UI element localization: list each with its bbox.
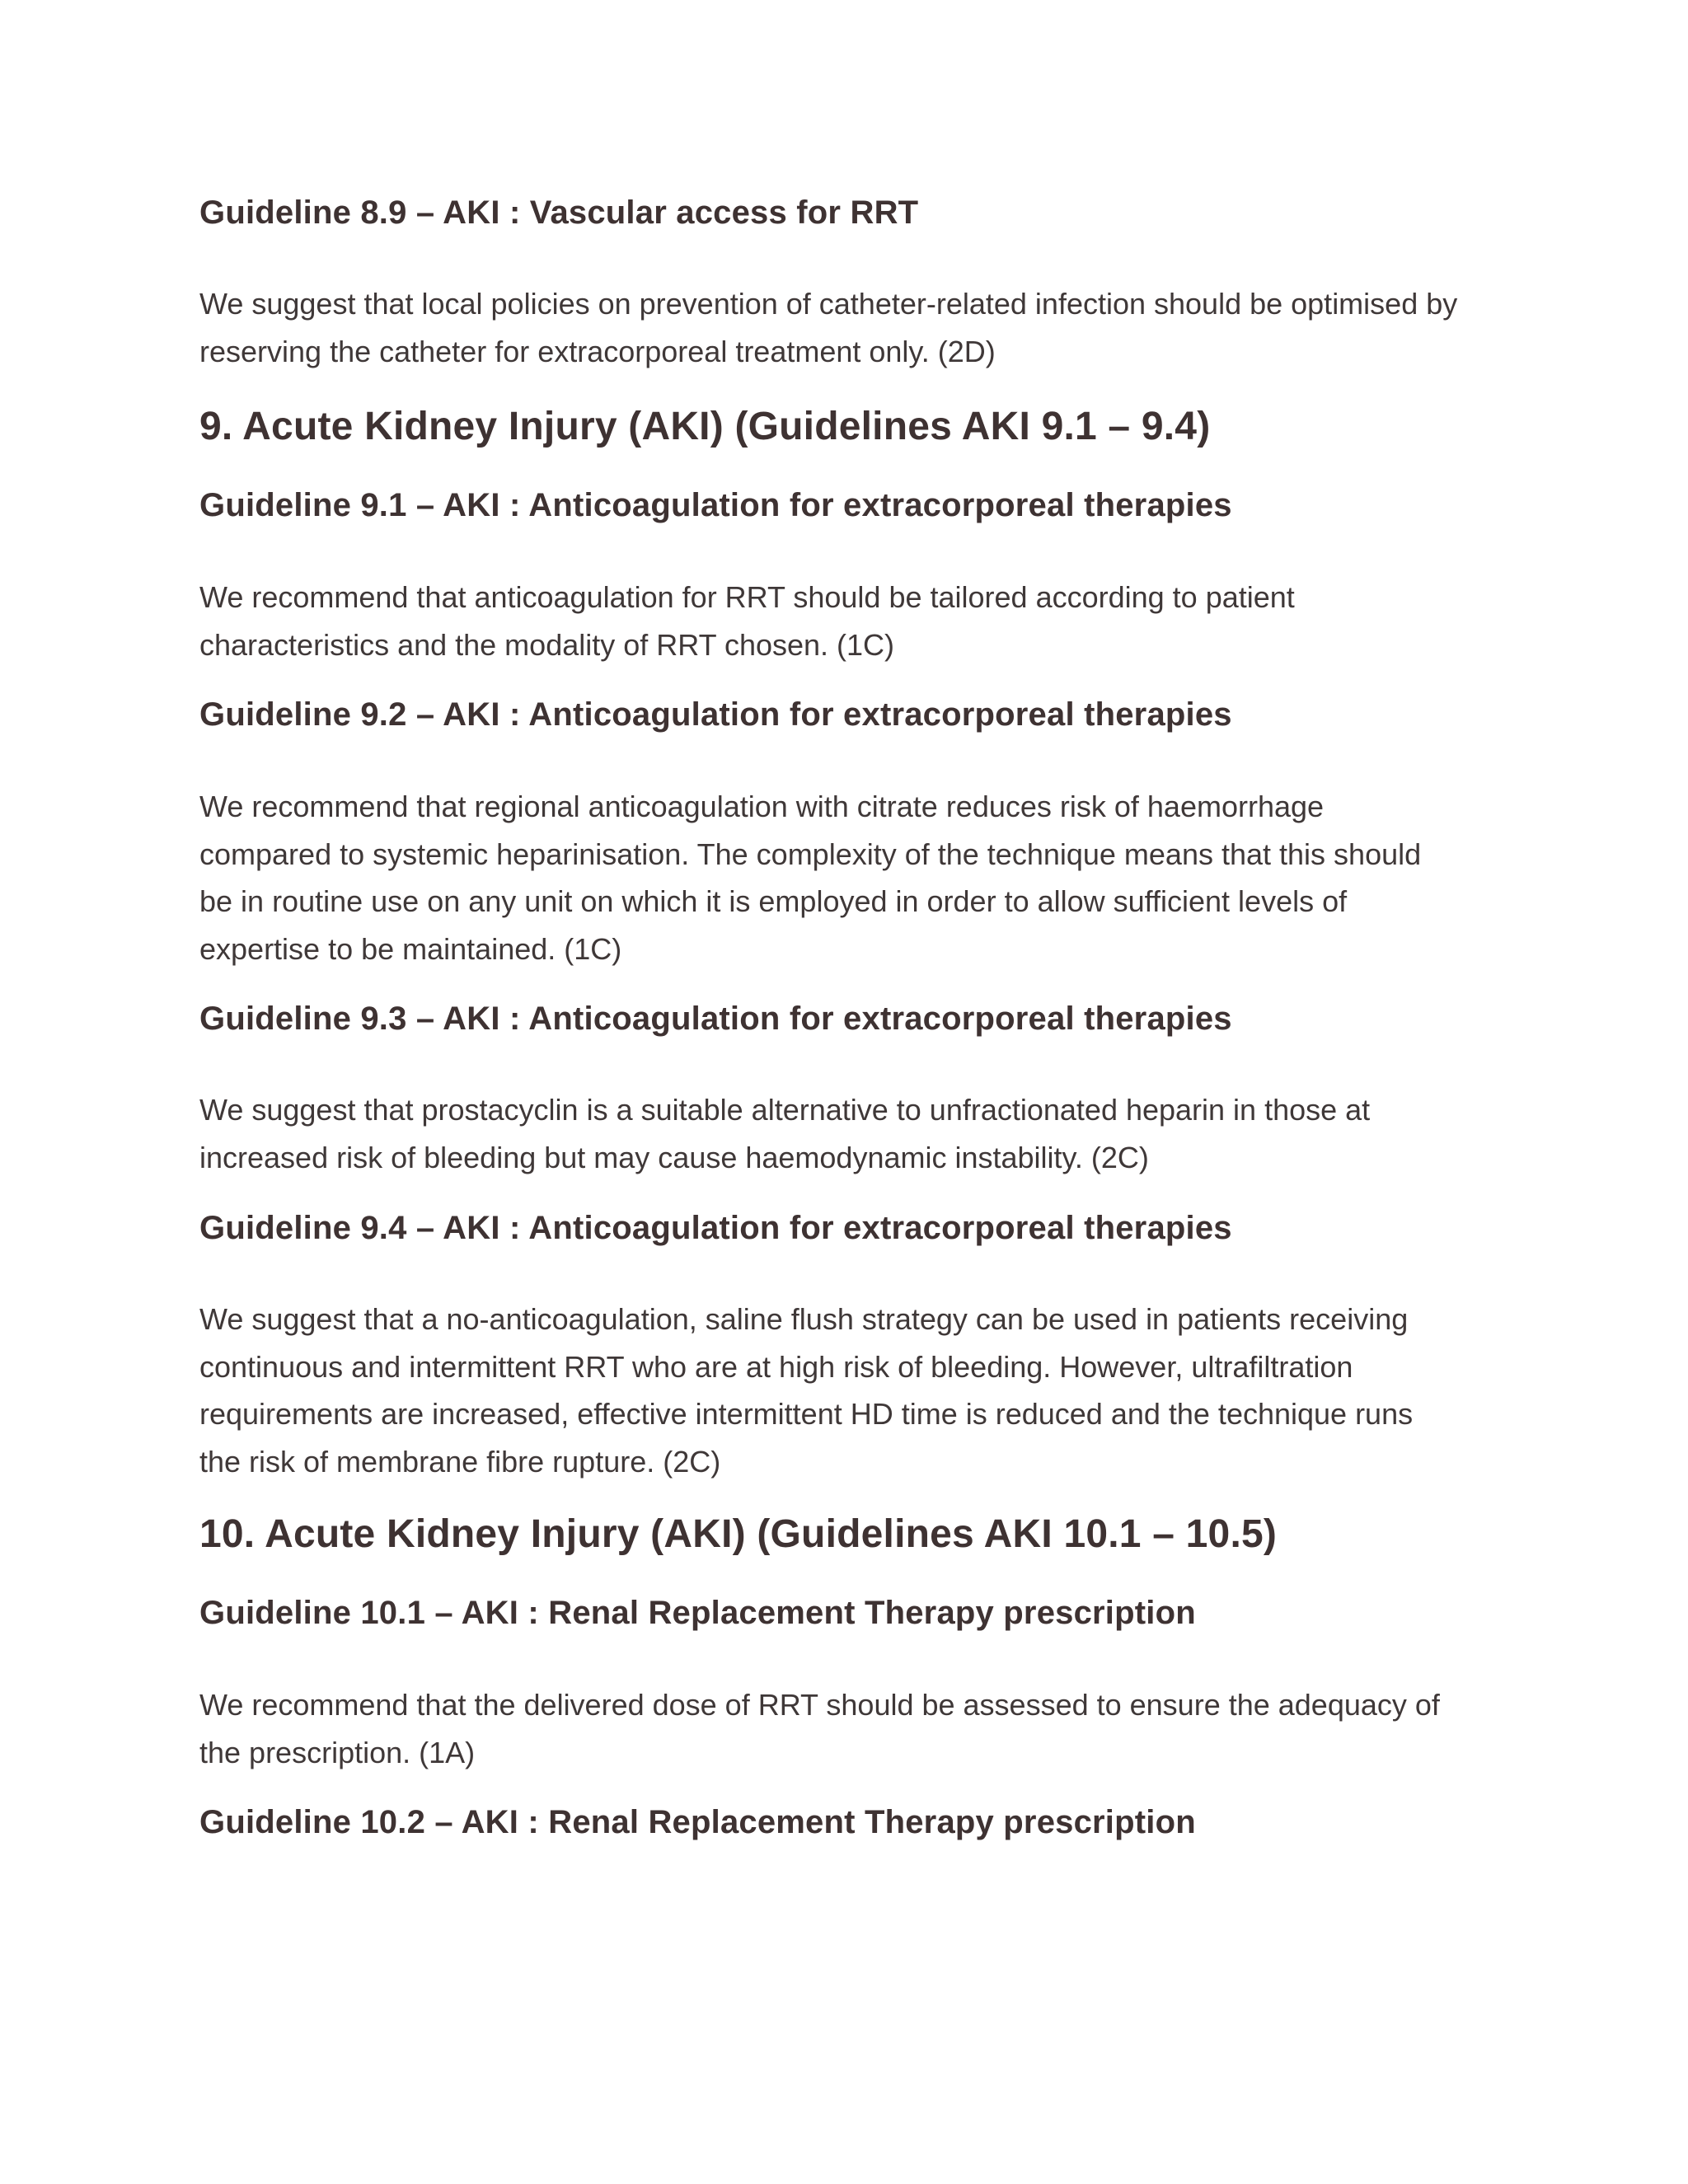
guideline-9-4-heading: Guideline 9.4 – AKI : Anticoagulation for extracorporeal therapies (199, 1210, 1232, 1246)
text-line: compared to systemic heparinisation. The complexity of the technique means that this should (199, 837, 1422, 871)
text-line: increased risk of bleeding but may cause haemodynamic instability. (2C) (199, 1140, 1149, 1174)
section-9-heading: 9. Acute Kidney Injury (AKI) (Guidelines AKI 9.1 – 9.4) (199, 405, 1211, 448)
guideline-9-4-text (199, 1296, 1518, 1485)
text-line: be in routine use on any unit on which it is employed in order to allow sufficient levels of (199, 884, 1348, 918)
text-line: We suggest that local policies on prevention of catheter-related infection should be optimised by (199, 287, 1458, 321)
guideline-9-3-heading: Guideline 9.3 – AKI : Anticoagulation for extracorporeal therapies (199, 1001, 1232, 1037)
guideline-9-2-text (199, 783, 1518, 972)
guideline-8-9-text (199, 280, 1518, 375)
text-line: We recommend that anticoagulation for RRT should be tailored according to patient (199, 580, 1295, 614)
guideline-9-1-text (199, 574, 1518, 668)
text-line: We recommend that the delivered dose of RRT should be assessed to ensure the adequacy of (199, 1688, 1440, 1722)
guideline-9-2-heading: Guideline 9.2 – AKI : Anticoagulation for extracorporeal therapies (199, 696, 1232, 733)
text-line: requirements are increased, effective intermittent HD time is reduced and the technique runs (199, 1397, 1414, 1431)
guideline-8-9-heading: Guideline 8.9 – AKI : Vascular access for RRT (199, 194, 919, 231)
text-line: characteristics and the modality of RRT chosen. (1C) (199, 627, 895, 662)
text-line: We suggest that prostacyclin is a suitable alternative to unfractionated heparin in those at (199, 1093, 1371, 1127)
text-line: the prescription. (1A) (199, 1735, 476, 1769)
guideline-9-3-text (199, 1086, 1518, 1181)
guideline-9-1-heading: Guideline 9.1 – AKI : Anticoagulation for extracorporeal therapies (199, 487, 1232, 523)
guideline-10-2-heading: Guideline 10.2 – AKI : Renal Replacement Therapy prescription (199, 1804, 1196, 1840)
text-line: continuous and intermittent RRT who are at high risk of bleeding. However, ultrafiltration (199, 1349, 1353, 1384)
text-line: We suggest that a no-anticoagulation, saline flush strategy can be used in patients receiving (199, 1302, 1409, 1336)
guideline-10-1-text (199, 1681, 1518, 1776)
guideline-10-1-heading: Guideline 10.1 – AKI : Renal Replacement Therapy prescription (199, 1595, 1196, 1631)
text-line: We recommend that regional anticoagulation with citrate reduces risk of haemorrhage (199, 790, 1325, 823)
text-line: reserving the catheter for extracorporeal treatment only. (2D) (199, 334, 996, 368)
section-10-heading: 10. Acute Kidney Injury (AKI) (Guidelines AKI 10.1 – 10.5) (199, 1512, 1278, 1556)
text-line: expertise to be maintained. (1C) (199, 931, 622, 966)
text-line: the risk of membrane fibre rupture. (2C) (199, 1444, 721, 1479)
